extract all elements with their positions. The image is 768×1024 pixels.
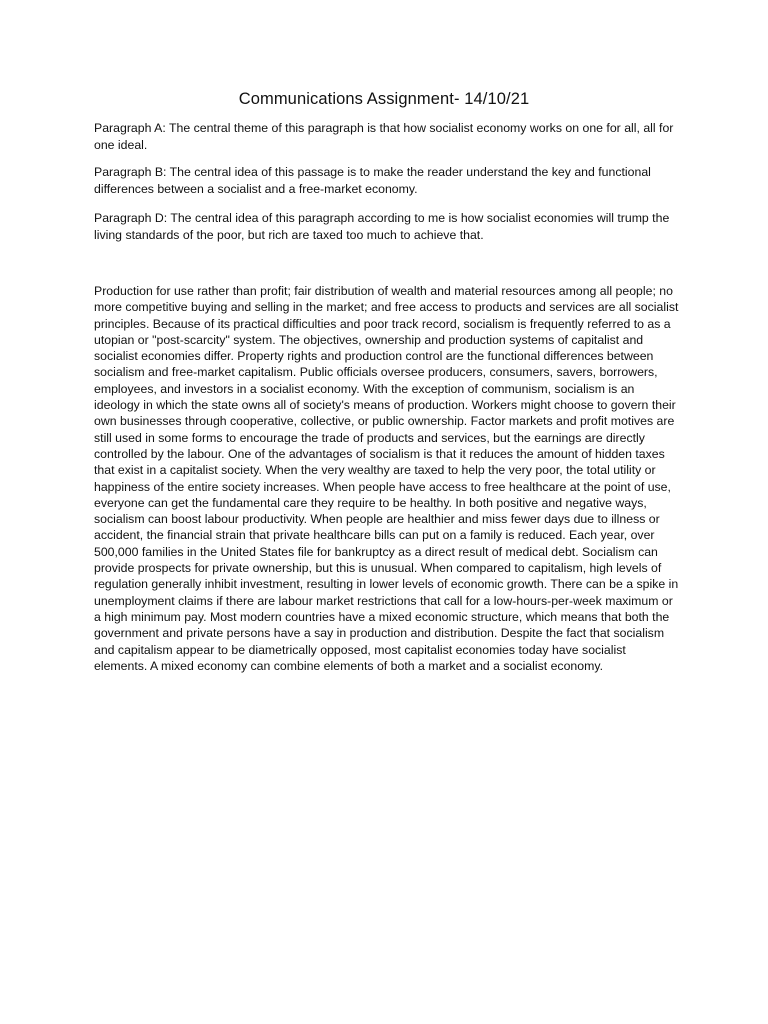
paragraph-d-summary: Paragraph D: The central idea of this paragraph according to me is how socialist economies will trump the living standards of the poor, but rich are taxed too much to achieve that.: [94, 211, 670, 242]
document-title: Communications Assignment- 14/10/21: [238, 90, 530, 108]
paragraph-a-summary: Paragraph A: The central theme of this paragraph is that how socialist economy works on one for all, all for one ideal.: [94, 121, 674, 152]
paragraph-b-summary: Paragraph B: The central idea of this passage is to make the reader understand the key and functional differences between a socialist and a free-market economy.: [94, 165, 651, 196]
essay-body: Production for use rather than profit; fair distribution of wealth and material resources among all people; no more competitive buying and selling in the market; and free access to products and services are all socialist principles. Because of its practical difficulties and poor track record, socialism is frequently referred to as a utopian or "post-scarcity" system. The objectives, ownership and production systems of capitalist and socialist economies differ. Property rights and production control are the functional differences between socialism and free-market capitalism. Public officials oversee producers, consumers, savers, borrowers, employees, and investors in a socialist economy. With the exception of communism, socialism is an ideology in which the state owns all of society's means of production. Workers might choose to govern their own businesses through cooperative, collective, or public ownership. Factor markets and profit motives are still used in some forms to encourage the trade of products and services, but the earnings are directly controlled by the labour. One of the advantages of socialism is that it reduces the amount of hidden taxes that exist in a capitalist society. When the very wealthy are taxed to help the very poor, the total utility or happiness of the entire society increases. When people have access to free healthcare at the point of use, everyone can get the fundamental care they require to be healthy. In both positive and negative ways, socialism can boost labour productivity. When people are healthier and miss fewer days due to illness or accident, the financial strain that private healthcare bills can put on a family is reduced. Each year, over 500,000 families in the United States file for bankruptcy as a direct result of medical debt. Socialism can provide prospects for private ownership, but this is unusual. When compared to capitalism, high levels of regulation generally inhibit investment, resulting in lower levels of economic growth. There can be a spike in unemployment claims if there are labour market restrictions that call for a low-hours-per-week maximum or a high minimum pay. Most modern countries have a mixed economic structure, which means that both the government and private persons have a say in production and distribution. Despite the fact that socialism and capitalism appear to be diametrically opposed, most capitalist economies today have socialist elements. A mixed economy can combine elements of both a market and a socialist economy.: [94, 284, 679, 673]
